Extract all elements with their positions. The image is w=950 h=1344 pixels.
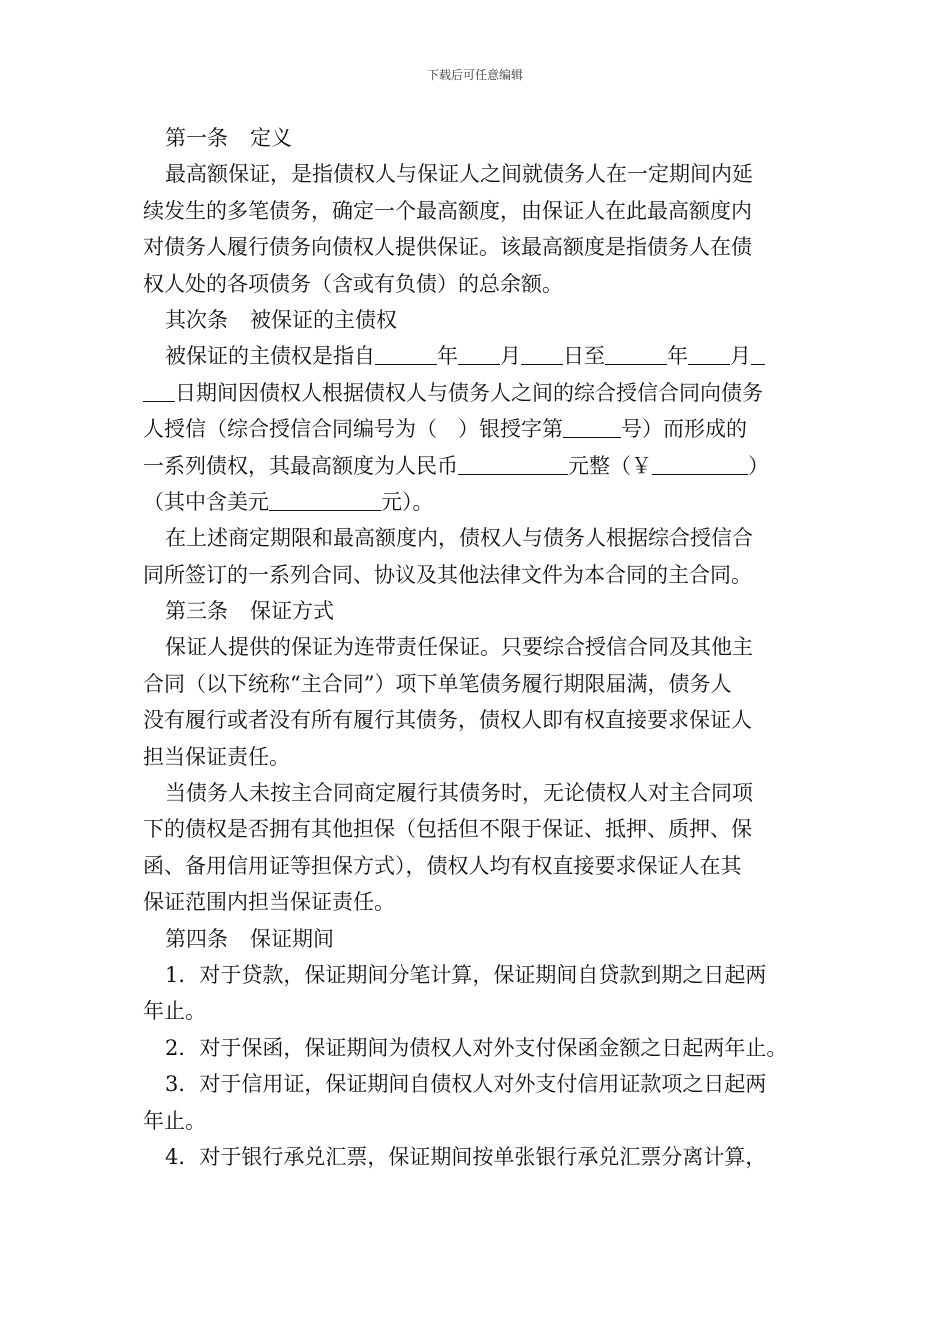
text-segment: （其中含美元 [143, 489, 269, 514]
article-1-line: 续发生的多笔债务，确定一个最高额度，由保证人在此最高额度内 [143, 198, 752, 223]
article-2-line-2 [143, 375, 811, 411]
fill-blank-end-day-part [751, 342, 765, 365]
article-4-number: 第四条 [165, 926, 228, 951]
article-3-number: 第三条 [165, 599, 228, 624]
fill-blank-end-day [143, 379, 175, 402]
text-segment: 元）。 [381, 489, 434, 514]
article-1-number: 第一条 [165, 126, 228, 150]
article-2-line: 同所签订的一系列合同、协议及其他法律文件为本合同的主合同。 [143, 562, 752, 587]
article-4-title: 保证期间 [250, 926, 334, 951]
article-2-line-3 [143, 411, 811, 447]
article-3-line: 没有履行或者没有所有履行其债务，债权人即有权直接要求保证人 [143, 708, 752, 733]
article-2-title: 被保证的主债权 [250, 307, 397, 332]
article-4-item-1: 1．对于贷款，保证期间分笔计算，保证期间自贷款到期之日起两 [165, 962, 767, 987]
text-segment: 年 [437, 344, 458, 369]
article-3-line: 当债务人未按主合同商定履行其债务时，无论债权人对主合同项 [165, 781, 753, 806]
text-segment: 日至 [563, 344, 605, 369]
article-3-line: 合同（以下统称“主合同”）项下单笔债务履行期限届满，债务人 [143, 671, 732, 696]
article-2-line: 在上述商定期限和最高额度内，债权人与债务人根据综合授信合 [165, 526, 753, 551]
article-2-number: 其次条 [165, 307, 228, 332]
article-1-line: 最高额保证，是指债权人与保证人之间就债务人在一定期间内延 [165, 162, 753, 187]
article-3-line: 保证范围内担当保证责任。 [143, 890, 395, 915]
fill-blank-end-month [688, 342, 730, 365]
fill-blank-start-day [521, 342, 563, 365]
text-segment: 一系列债权，其最高额度为人民币 [143, 453, 458, 478]
article-1-heading [143, 120, 811, 156]
article-2-line-4 [143, 448, 811, 484]
text-segment: 被保证的主债权是指自 [165, 344, 375, 369]
fill-blank-amount-figures [652, 452, 748, 475]
text-segment: 月 [730, 344, 751, 369]
page-header-note: 下载后可任意编辑 [426, 68, 523, 82]
article-4-item-3-cont: 年止。 [143, 1108, 206, 1133]
article-3-line: 函、备用信用证等担保方式），债权人均有权直接要求保证人在其 [143, 853, 742, 878]
text-segment: 年 [667, 344, 688, 369]
article-4-heading [143, 921, 811, 957]
text-segment: 月 [500, 344, 521, 369]
fill-blank-amount-rmb [458, 452, 568, 475]
article-3-heading [143, 593, 811, 629]
article-3-title: 保证方式 [250, 599, 334, 624]
article-1-line: 权人处的各项债务（含或有负债）的总余额。 [143, 271, 563, 296]
article-1-title: 定义 [250, 126, 292, 150]
fill-blank-end-year [605, 342, 667, 365]
article-3-line: 下的债权是否拥有其他担保（包括但不限于保证、抵押、质押、保 [143, 817, 752, 842]
article-3-line: 保证人提供的保证为连带责任保证。只要综合授信合同及其他主 [165, 635, 753, 660]
text-segment: 人授信（综合授信合同编号为（ ）银授字第 [143, 417, 563, 442]
fill-blank-start-month [458, 342, 500, 365]
fill-blank-start-year [375, 342, 437, 365]
article-4-item-1-cont: 年止。 [143, 999, 206, 1024]
text-segment: 号）而形成的 [621, 417, 747, 442]
article-4-item-3: 3．对于信用证，保证期间自债权人对外支付信用证款项之日起两 [165, 1072, 767, 1097]
fill-blank-amount-usd [269, 488, 381, 511]
article-3-line: 担当保证责任。 [143, 744, 290, 769]
text-segment: 日期间因债权人根据债权人与债务人之间的综合授信合同向债务 [175, 380, 763, 405]
article-2-line-5 [143, 484, 811, 520]
document-body [143, 120, 811, 1175]
article-2-heading [143, 302, 811, 338]
article-4-item-2: 2．对于保函，保证期间为债权人对外支付保函金额之日起两年止。 [165, 1035, 788, 1060]
fill-blank-contract-number [563, 415, 621, 438]
article-1-line: 对债务人履行债务向债权人提供保证。该最高额度是指债务人在债 [143, 235, 752, 260]
article-2-line-1 [143, 338, 811, 374]
article-4-item-4: 4．对于银行承兑汇票，保证期间按单张银行承兑汇票分离计算， [165, 1144, 767, 1169]
text-segment: ） [748, 453, 769, 478]
text-segment: 元整（￥ [568, 453, 652, 478]
